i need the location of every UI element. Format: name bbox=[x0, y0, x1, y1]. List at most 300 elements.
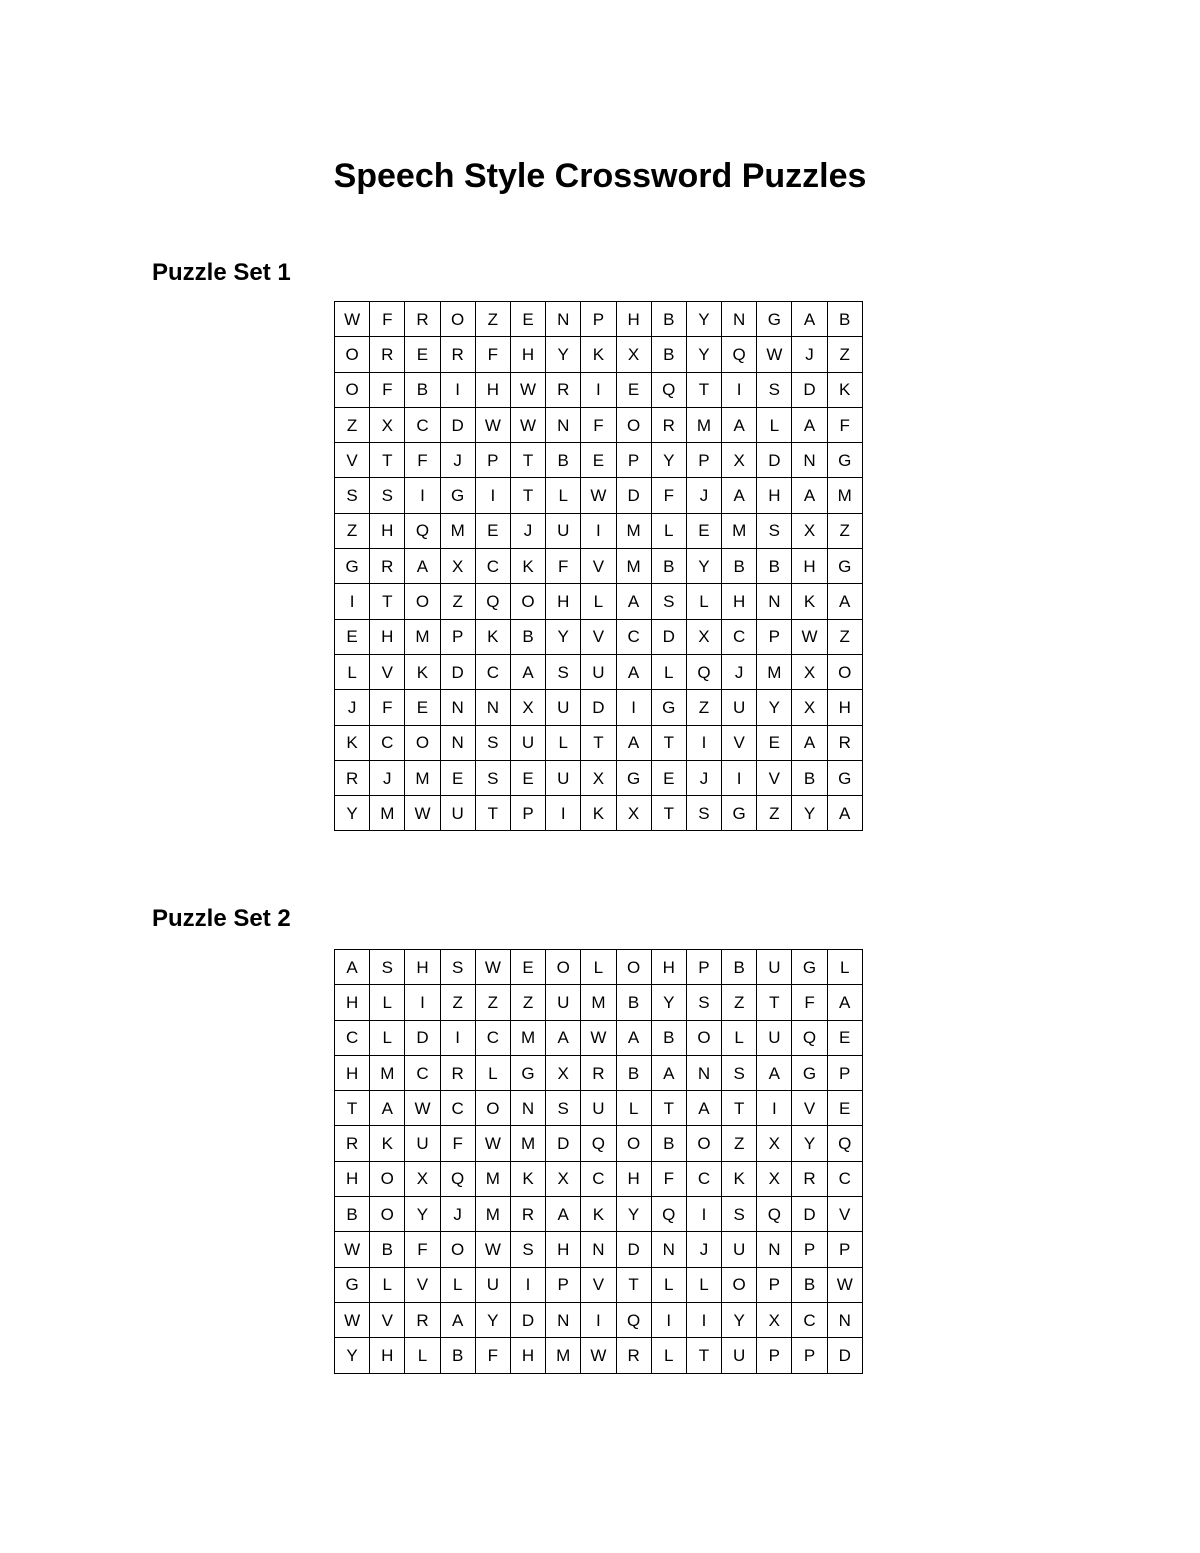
grid-cell: M bbox=[475, 1161, 510, 1196]
grid-cell: X bbox=[757, 1161, 792, 1196]
grid-cell: X bbox=[510, 690, 545, 725]
grid-cell: Y bbox=[335, 796, 370, 831]
grid-cell: M bbox=[510, 1126, 545, 1161]
grid-cell: L bbox=[616, 1091, 651, 1126]
grid-cell: C bbox=[475, 654, 510, 689]
grid-cell: C bbox=[335, 1020, 370, 1055]
grid-cell: M bbox=[370, 796, 405, 831]
grid-row bbox=[335, 1232, 863, 1267]
grid-cell: D bbox=[510, 1302, 545, 1337]
grid-cell: B bbox=[757, 549, 792, 584]
grid-cell: C bbox=[405, 1055, 440, 1090]
grid-cell: J bbox=[335, 690, 370, 725]
grid-cell: W bbox=[792, 619, 827, 654]
grid-cell: C bbox=[475, 1020, 510, 1055]
grid-cell: Q bbox=[686, 654, 721, 689]
grid-cell: D bbox=[757, 443, 792, 478]
grid-cell: U bbox=[722, 1232, 757, 1267]
grid-cell: Q bbox=[722, 337, 757, 372]
grid-cell: O bbox=[440, 1232, 475, 1267]
grid-cell: X bbox=[581, 760, 616, 795]
grid-cell: O bbox=[616, 407, 651, 442]
grid-cell: I bbox=[722, 372, 757, 407]
grid-cell: T bbox=[370, 584, 405, 619]
grid-cell: A bbox=[792, 302, 827, 337]
grid-cell: Q bbox=[475, 584, 510, 619]
grid-cell: I bbox=[581, 1302, 616, 1337]
grid-cell: W bbox=[335, 1302, 370, 1337]
grid-row bbox=[335, 796, 863, 831]
grid-cell: P bbox=[581, 302, 616, 337]
grid-cell: N bbox=[546, 302, 581, 337]
grid-cell: Z bbox=[440, 985, 475, 1020]
grid-cell: W bbox=[510, 372, 545, 407]
grid-cell: U bbox=[722, 1338, 757, 1373]
grid-cell: F bbox=[440, 1126, 475, 1161]
grid-cell: I bbox=[510, 1267, 545, 1302]
grid-cell: G bbox=[651, 690, 686, 725]
grid-cell: L bbox=[440, 1267, 475, 1302]
grid-cell: U bbox=[546, 513, 581, 548]
grid-cell: B bbox=[651, 1020, 686, 1055]
grid-cell: T bbox=[510, 478, 545, 513]
grid-cell: W bbox=[475, 950, 510, 985]
grid-cell: O bbox=[405, 725, 440, 760]
grid-row bbox=[335, 337, 863, 372]
grid-cell: Y bbox=[651, 443, 686, 478]
grid-cell: R bbox=[370, 337, 405, 372]
grid-cell: E bbox=[405, 690, 440, 725]
grid-cell: T bbox=[686, 372, 721, 407]
grid-cell: Y bbox=[792, 1126, 827, 1161]
grid-cell: H bbox=[546, 1232, 581, 1267]
grid-cell: O bbox=[335, 337, 370, 372]
grid-cell: F bbox=[651, 478, 686, 513]
grid-cell: L bbox=[370, 985, 405, 1020]
grid-cell: B bbox=[616, 985, 651, 1020]
grid-row bbox=[335, 654, 863, 689]
grid-cell: A bbox=[616, 1020, 651, 1055]
grid-cell: Y bbox=[651, 985, 686, 1020]
grid-cell: O bbox=[686, 1126, 721, 1161]
grid-cell: C bbox=[581, 1161, 616, 1196]
grid-row bbox=[335, 549, 863, 584]
grid-cell: S bbox=[686, 985, 721, 1020]
grid-cell: B bbox=[651, 337, 686, 372]
grid-cell: X bbox=[546, 1055, 581, 1090]
grid-cell: N bbox=[827, 1302, 862, 1337]
grid-cell: S bbox=[757, 372, 792, 407]
grid-cell: R bbox=[370, 549, 405, 584]
grid-cell: K bbox=[792, 584, 827, 619]
grid-cell: D bbox=[440, 654, 475, 689]
grid-cell: J bbox=[510, 513, 545, 548]
grid-cell: B bbox=[616, 1055, 651, 1090]
grid-cell: U bbox=[581, 1091, 616, 1126]
grid-cell: N bbox=[757, 1232, 792, 1267]
grid-cell: E bbox=[510, 760, 545, 795]
grid-cell: M bbox=[616, 549, 651, 584]
grid-cell: Z bbox=[335, 407, 370, 442]
grid-cell: M bbox=[581, 985, 616, 1020]
grid-cell: F bbox=[475, 337, 510, 372]
grid-row bbox=[335, 1267, 863, 1302]
grid-cell: L bbox=[686, 584, 721, 619]
grid-cell: Y bbox=[792, 796, 827, 831]
grid-cell: A bbox=[792, 725, 827, 760]
grid-cell: J bbox=[792, 337, 827, 372]
grid-cell: R bbox=[440, 1055, 475, 1090]
grid-cell: B bbox=[722, 549, 757, 584]
grid-cell: S bbox=[686, 796, 721, 831]
grid-cell: A bbox=[827, 985, 862, 1020]
grid-cell: N bbox=[440, 725, 475, 760]
grid-cell: H bbox=[616, 1161, 651, 1196]
grid-cell: L bbox=[757, 407, 792, 442]
grid-cell: W bbox=[475, 1126, 510, 1161]
grid-row bbox=[335, 1161, 863, 1196]
grid-row bbox=[335, 1055, 863, 1090]
grid-cell: L bbox=[370, 1267, 405, 1302]
grid-cell: X bbox=[616, 337, 651, 372]
grid-cell: T bbox=[581, 725, 616, 760]
grid-cell: F bbox=[792, 985, 827, 1020]
grid-cell: F bbox=[827, 407, 862, 442]
grid-cell: Q bbox=[827, 1126, 862, 1161]
grid-cell: L bbox=[370, 1020, 405, 1055]
grid-row bbox=[335, 584, 863, 619]
grid-cell: Y bbox=[546, 337, 581, 372]
grid-cell: F bbox=[370, 372, 405, 407]
grid-cell: C bbox=[475, 549, 510, 584]
grid-cell: Z bbox=[475, 302, 510, 337]
grid-cell: W bbox=[335, 302, 370, 337]
grid-cell: R bbox=[792, 1161, 827, 1196]
grid-cell: L bbox=[581, 584, 616, 619]
grid-cell: O bbox=[616, 1126, 651, 1161]
grid-cell: L bbox=[405, 1338, 440, 1373]
grid-cell: M bbox=[405, 760, 440, 795]
grid-cell: I bbox=[686, 1302, 721, 1337]
grid-cell: E bbox=[440, 760, 475, 795]
grid-cell: G bbox=[827, 443, 862, 478]
grid-cell: A bbox=[440, 1302, 475, 1337]
grid-cell: Y bbox=[686, 549, 721, 584]
puzzle-set-2-heading: Puzzle Set 2 bbox=[152, 905, 291, 932]
grid-cell: H bbox=[335, 985, 370, 1020]
grid-row bbox=[335, 725, 863, 760]
grid-cell: Q bbox=[405, 513, 440, 548]
grid-cell: Z bbox=[757, 796, 792, 831]
grid-cell: H bbox=[510, 337, 545, 372]
grid-cell: W bbox=[475, 407, 510, 442]
grid-cell: X bbox=[792, 690, 827, 725]
grid-cell: A bbox=[546, 1020, 581, 1055]
grid-cell: P bbox=[616, 443, 651, 478]
grid-cell: N bbox=[475, 690, 510, 725]
grid-cell: B bbox=[546, 443, 581, 478]
grid-cell: A bbox=[827, 796, 862, 831]
grid-cell: R bbox=[651, 407, 686, 442]
grid-cell: T bbox=[722, 1091, 757, 1126]
grid-cell: F bbox=[370, 690, 405, 725]
grid-cell: S bbox=[651, 584, 686, 619]
grid-cell: B bbox=[651, 1126, 686, 1161]
grid-cell: L bbox=[827, 950, 862, 985]
grid-cell: I bbox=[405, 985, 440, 1020]
grid-cell: L bbox=[651, 1338, 686, 1373]
grid-cell: U bbox=[510, 725, 545, 760]
grid-cell: L bbox=[546, 725, 581, 760]
grid-cell: M bbox=[827, 478, 862, 513]
grid-cell: K bbox=[370, 1126, 405, 1161]
grid-cell: P bbox=[757, 619, 792, 654]
grid-cell: W bbox=[405, 796, 440, 831]
grid-cell: S bbox=[335, 478, 370, 513]
grid-cell: C bbox=[440, 1091, 475, 1126]
puzzle-set-2-grid bbox=[334, 949, 863, 1374]
grid-cell: S bbox=[475, 725, 510, 760]
grid-cell: V bbox=[370, 1302, 405, 1337]
grid-cell: P bbox=[757, 1267, 792, 1302]
grid-cell: I bbox=[581, 372, 616, 407]
grid-cell: V bbox=[405, 1267, 440, 1302]
grid-cell: B bbox=[370, 1232, 405, 1267]
grid-cell: L bbox=[581, 950, 616, 985]
grid-cell: I bbox=[475, 478, 510, 513]
grid-cell: H bbox=[616, 302, 651, 337]
grid-cell: H bbox=[546, 584, 581, 619]
grid-cell: X bbox=[792, 513, 827, 548]
grid-cell: G bbox=[616, 760, 651, 795]
grid-cell: F bbox=[405, 443, 440, 478]
grid-cell: R bbox=[546, 372, 581, 407]
grid-cell: J bbox=[686, 1232, 721, 1267]
grid-row bbox=[335, 619, 863, 654]
grid-cell: J bbox=[370, 760, 405, 795]
grid-row bbox=[335, 513, 863, 548]
grid-cell: Q bbox=[581, 1126, 616, 1161]
grid-cell: N bbox=[440, 690, 475, 725]
grid-cell: O bbox=[510, 584, 545, 619]
grid-cell: T bbox=[757, 985, 792, 1020]
grid-cell: N bbox=[792, 443, 827, 478]
grid-cell: S bbox=[722, 1197, 757, 1232]
grid-cell: K bbox=[475, 619, 510, 654]
grid-row bbox=[335, 1020, 863, 1055]
grid-cell: N bbox=[546, 1302, 581, 1337]
grid-cell: U bbox=[475, 1267, 510, 1302]
grid-cell: J bbox=[686, 760, 721, 795]
grid-cell: N bbox=[510, 1091, 545, 1126]
grid-cell: M bbox=[405, 619, 440, 654]
grid-cell: F bbox=[475, 1338, 510, 1373]
grid-cell: R bbox=[405, 302, 440, 337]
grid-cell: H bbox=[475, 372, 510, 407]
grid-cell: P bbox=[792, 1232, 827, 1267]
grid-cell: P bbox=[827, 1232, 862, 1267]
grid-cell: A bbox=[722, 407, 757, 442]
puzzle-set-1-heading: Puzzle Set 1 bbox=[152, 259, 291, 286]
grid-cell: A bbox=[792, 478, 827, 513]
grid-cell: O bbox=[827, 654, 862, 689]
grid-cell: O bbox=[335, 372, 370, 407]
grid-cell: T bbox=[651, 1091, 686, 1126]
grid-cell: M bbox=[757, 654, 792, 689]
grid-cell: K bbox=[827, 372, 862, 407]
grid-cell: D bbox=[616, 478, 651, 513]
grid-cell: G bbox=[335, 549, 370, 584]
grid-row bbox=[335, 1338, 863, 1373]
grid-cell: L bbox=[651, 1267, 686, 1302]
grid-cell: Y bbox=[686, 337, 721, 372]
grid-cell: T bbox=[510, 443, 545, 478]
grid-cell: O bbox=[722, 1267, 757, 1302]
grid-cell: D bbox=[616, 1232, 651, 1267]
grid-cell: I bbox=[651, 1302, 686, 1337]
grid-cell: E bbox=[335, 619, 370, 654]
grid-cell: I bbox=[686, 725, 721, 760]
grid-cell: I bbox=[335, 584, 370, 619]
grid-cell: L bbox=[686, 1267, 721, 1302]
grid-cell: M bbox=[510, 1020, 545, 1055]
grid-cell: R bbox=[335, 760, 370, 795]
grid-cell: I bbox=[581, 513, 616, 548]
grid-cell: X bbox=[792, 654, 827, 689]
grid-row bbox=[335, 302, 863, 337]
grid-cell: P bbox=[686, 443, 721, 478]
grid-cell: Y bbox=[722, 1302, 757, 1337]
grid-cell: L bbox=[722, 1020, 757, 1055]
grid-cell: W bbox=[581, 1020, 616, 1055]
grid-cell: O bbox=[546, 950, 581, 985]
grid-cell: D bbox=[546, 1126, 581, 1161]
grid-cell: E bbox=[686, 513, 721, 548]
grid-cell: U bbox=[546, 985, 581, 1020]
grid-cell: M bbox=[616, 513, 651, 548]
grid-cell: H bbox=[335, 1055, 370, 1090]
grid-cell: X bbox=[757, 1126, 792, 1161]
grid-cell: S bbox=[757, 513, 792, 548]
grid-cell: J bbox=[722, 654, 757, 689]
grid-cell: A bbox=[757, 1055, 792, 1090]
grid-cell: A bbox=[792, 407, 827, 442]
grid-cell: C bbox=[686, 1161, 721, 1196]
grid-cell: W bbox=[405, 1091, 440, 1126]
grid-cell: N bbox=[757, 584, 792, 619]
grid-cell: Z bbox=[510, 985, 545, 1020]
grid-cell: Z bbox=[686, 690, 721, 725]
grid-cell: P bbox=[546, 1267, 581, 1302]
grid-cell: V bbox=[722, 725, 757, 760]
grid-row bbox=[335, 443, 863, 478]
grid-row bbox=[335, 407, 863, 442]
grid-cell: H bbox=[370, 1338, 405, 1373]
grid-cell: P bbox=[792, 1338, 827, 1373]
grid-cell: E bbox=[475, 513, 510, 548]
grid-row bbox=[335, 690, 863, 725]
grid-cell: T bbox=[616, 1267, 651, 1302]
grid-cell: L bbox=[651, 654, 686, 689]
grid-cell: B bbox=[335, 1197, 370, 1232]
grid-cell: Y bbox=[475, 1302, 510, 1337]
grid-cell: C bbox=[616, 619, 651, 654]
puzzle-set-1-grid bbox=[334, 301, 863, 831]
grid-cell: F bbox=[546, 549, 581, 584]
grid-cell: U bbox=[546, 760, 581, 795]
grid-cell: H bbox=[722, 584, 757, 619]
grid-cell: E bbox=[510, 302, 545, 337]
grid-cell: X bbox=[440, 549, 475, 584]
grid-cell: W bbox=[581, 478, 616, 513]
grid-cell: R bbox=[510, 1197, 545, 1232]
grid-cell: Z bbox=[475, 985, 510, 1020]
grid-cell: I bbox=[546, 796, 581, 831]
grid-cell: Z bbox=[722, 985, 757, 1020]
grid-cell: Y bbox=[405, 1197, 440, 1232]
grid-cell: W bbox=[827, 1267, 862, 1302]
grid-cell: D bbox=[827, 1338, 862, 1373]
grid-cell: D bbox=[405, 1020, 440, 1055]
grid-cell: Y bbox=[335, 1338, 370, 1373]
grid-cell: K bbox=[581, 796, 616, 831]
grid-cell: N bbox=[581, 1232, 616, 1267]
grid-cell: Z bbox=[335, 513, 370, 548]
grid-cell: W bbox=[757, 337, 792, 372]
grid-cell: Y bbox=[616, 1197, 651, 1232]
grid-cell: C bbox=[722, 619, 757, 654]
grid-cell: P bbox=[757, 1338, 792, 1373]
grid-cell: T bbox=[475, 796, 510, 831]
grid-cell: I bbox=[440, 372, 475, 407]
grid-cell: O bbox=[475, 1091, 510, 1126]
grid-cell: O bbox=[370, 1161, 405, 1196]
grid-cell: G bbox=[510, 1055, 545, 1090]
grid-cell: H bbox=[651, 950, 686, 985]
grid-cell: G bbox=[722, 796, 757, 831]
grid-cell: I bbox=[686, 1197, 721, 1232]
grid-cell: L bbox=[546, 478, 581, 513]
grid-cell: N bbox=[651, 1232, 686, 1267]
grid-row bbox=[335, 1197, 863, 1232]
grid-cell: E bbox=[510, 950, 545, 985]
grid-cell: A bbox=[651, 1055, 686, 1090]
grid-cell: W bbox=[510, 407, 545, 442]
grid-cell: N bbox=[686, 1055, 721, 1090]
grid-cell: K bbox=[581, 337, 616, 372]
grid-cell: A bbox=[335, 950, 370, 985]
grid-cell: S bbox=[722, 1055, 757, 1090]
grid-cell: H bbox=[405, 950, 440, 985]
grid-cell: J bbox=[686, 478, 721, 513]
grid-cell: W bbox=[581, 1338, 616, 1373]
grid-cell: R bbox=[440, 337, 475, 372]
grid-cell: Z bbox=[440, 584, 475, 619]
grid-row bbox=[335, 372, 863, 407]
grid-cell: J bbox=[440, 1197, 475, 1232]
grid-cell: K bbox=[510, 1161, 545, 1196]
grid-cell: O bbox=[370, 1197, 405, 1232]
grid-cell: E bbox=[616, 372, 651, 407]
grid-cell: Z bbox=[827, 337, 862, 372]
grid-cell: S bbox=[370, 950, 405, 985]
grid-cell: T bbox=[686, 1338, 721, 1373]
grid-cell: H bbox=[370, 619, 405, 654]
grid-cell: V bbox=[792, 1091, 827, 1126]
grid-cell: P bbox=[686, 950, 721, 985]
grid-cell: S bbox=[510, 1232, 545, 1267]
grid-cell: G bbox=[335, 1267, 370, 1302]
